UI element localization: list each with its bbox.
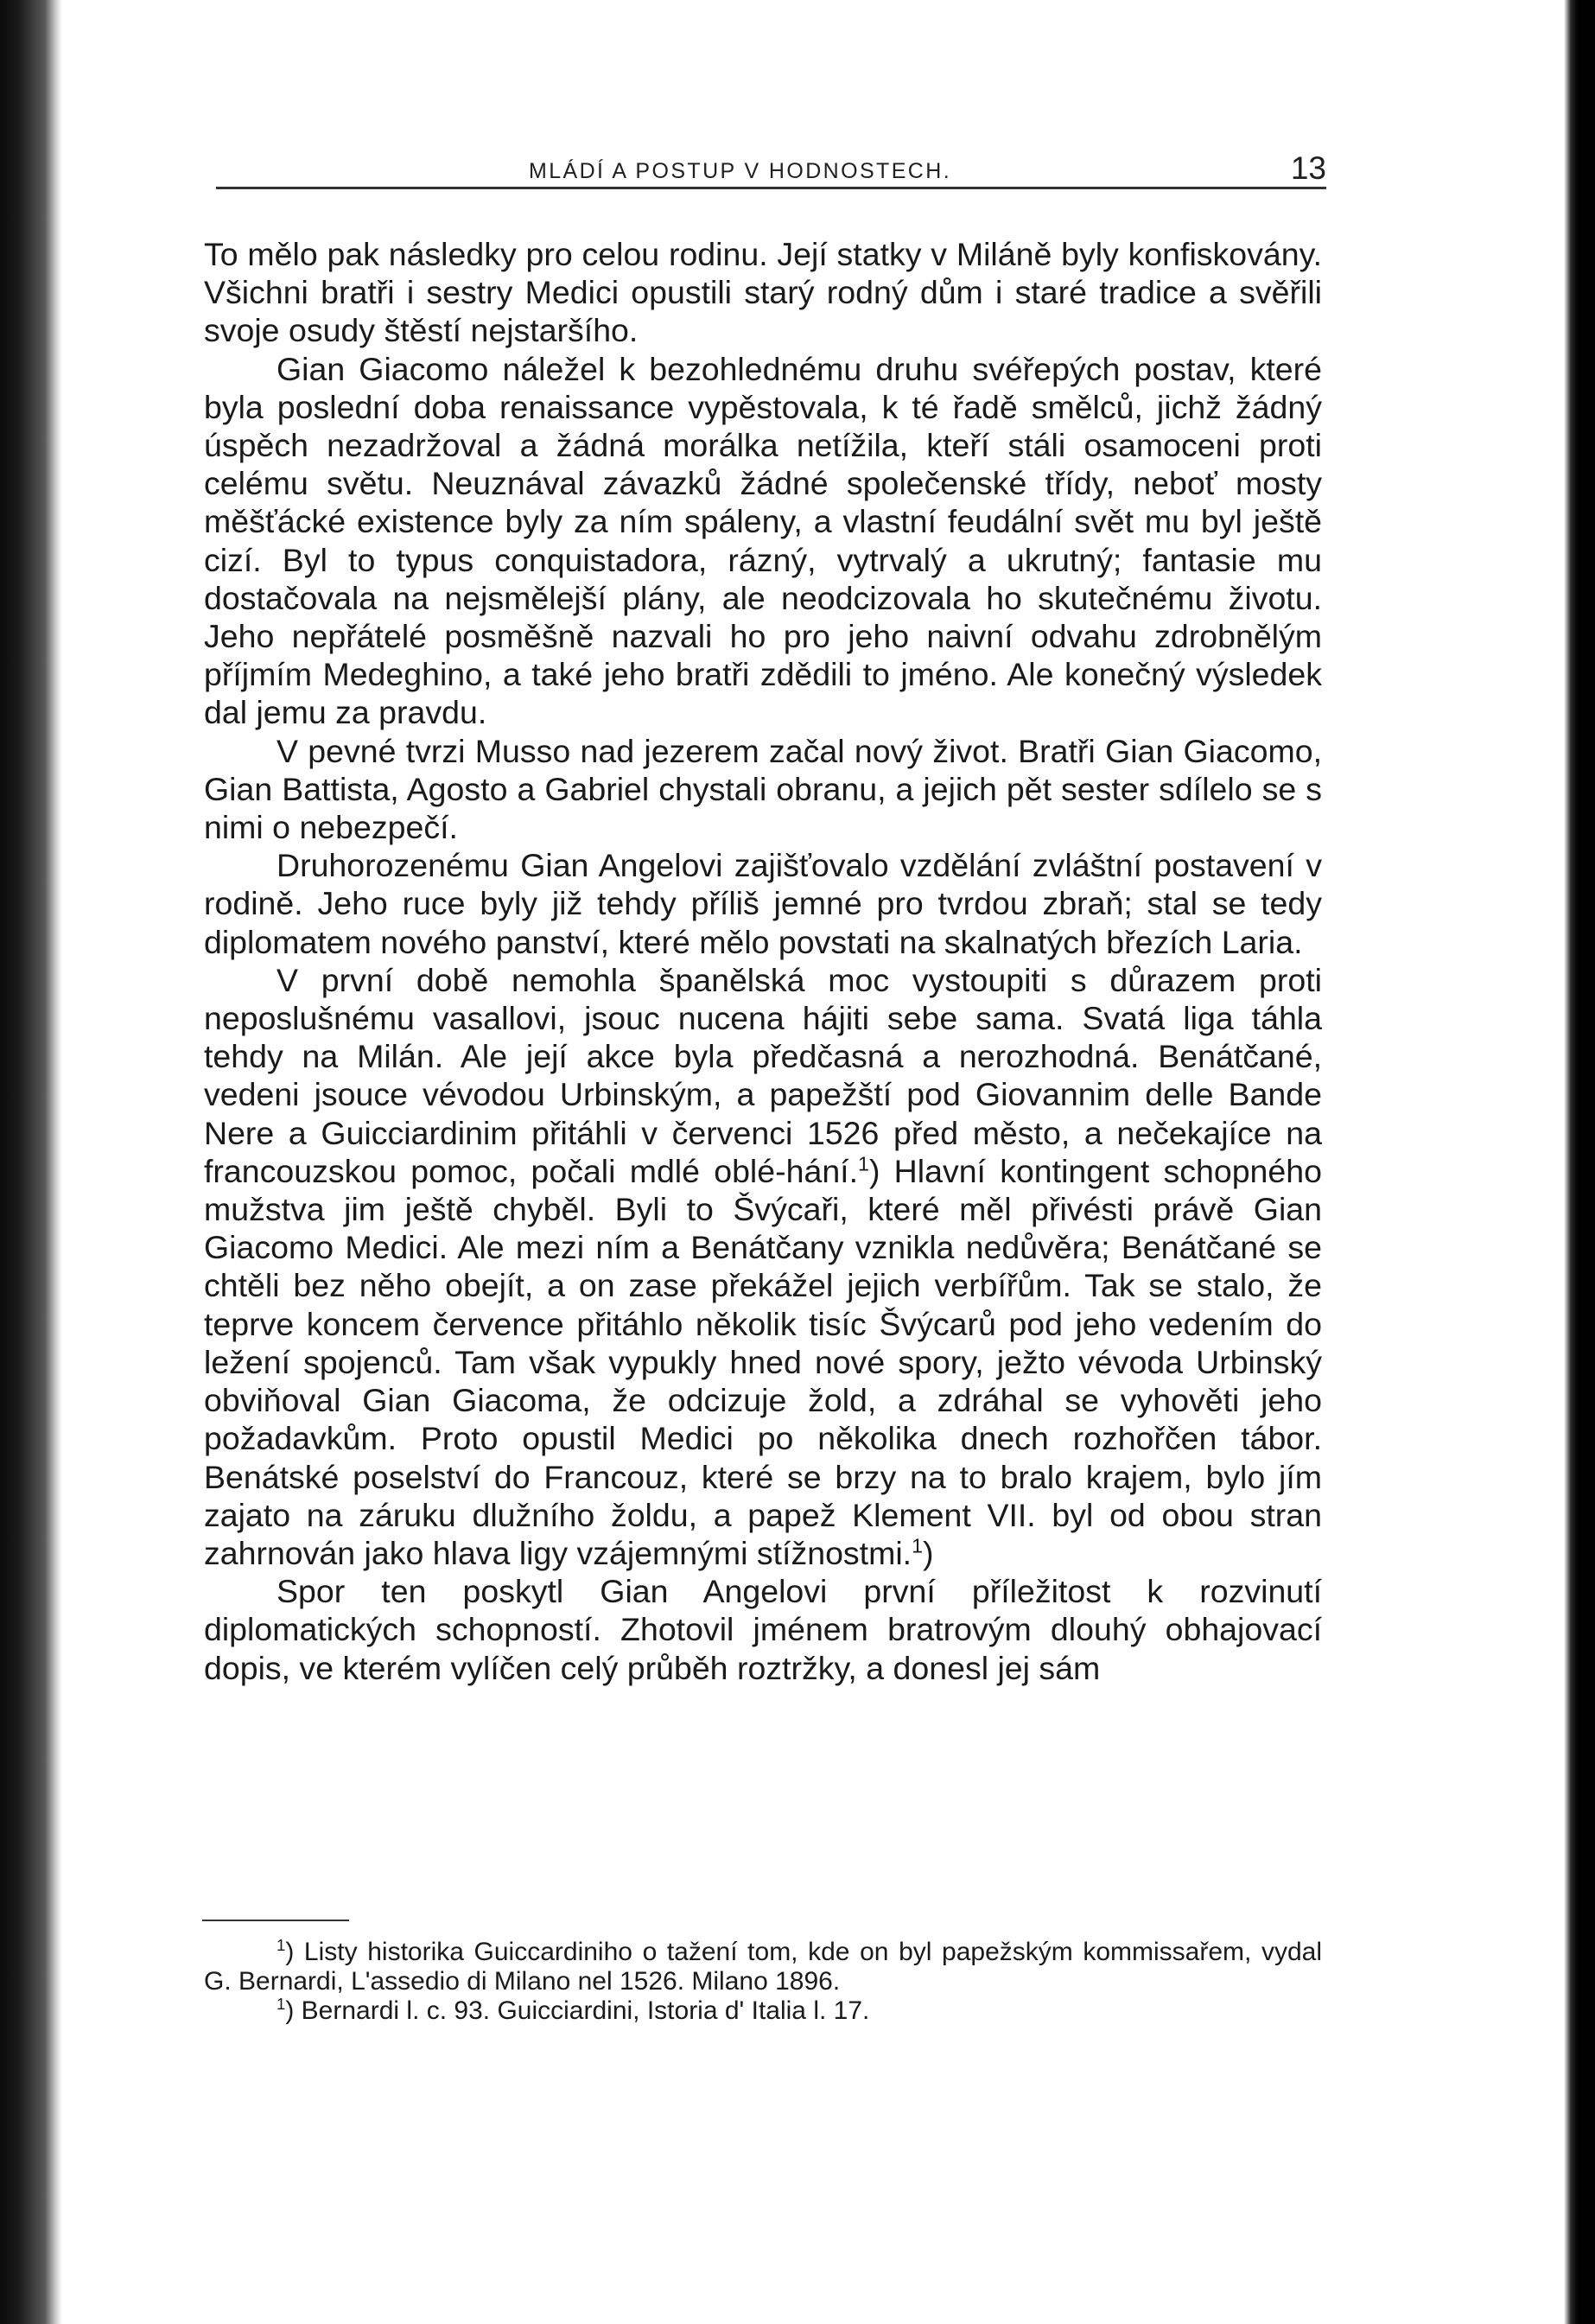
- footnote-ref-2: 1: [912, 1534, 924, 1557]
- footnote-1: [204, 1938, 1322, 1996]
- footnote-2-mark: 1: [276, 1995, 286, 2013]
- paragraph-4: Druhorozenému Gian Angelovi zajišťovalo vzdělání zvláštní postavení v rodině. Jeho ruce byly již tehdy příliš jemné pro tvrdou zbraň; stal se tedy diplomatem nového panství, které mělo povstati na skalnatých březích Laria.: [204, 847, 1322, 960]
- scan-left-edge: [0, 0, 62, 2324]
- paragraph-5: [204, 961, 1322, 1572]
- paragraph-3: V pevné tvrzi Musso nad jezerem začal nový život. Bratři Gian Giacomo, Gian Battista, Agosto a Gabriel chystali obranu, a jejich pět sester sdílelo se s nimi o nebezpečí.: [204, 732, 1322, 846]
- body-text: [204, 235, 1322, 1687]
- footnote-rule: [202, 1920, 349, 1921]
- footnotes: [204, 1938, 1322, 2026]
- paragraph-5-part-b: ) Hlavní kontingent schopného mužstva jim ještě chyběl. Byli to Švýcaři, které měl přivésti právě Gian Giacomo Medici. Ale mezi ním a Benátčany vznikla nedůvěra; Benátčané se chtěli bez něho obejít, a on zase překážel jejich verbířům. Tak se stalo, že teprve koncem července přitáhlo několik tisíc Švýcarů pod jeho vedením do ležení spojenců. Tam však vypukly hned nové spory, ježto vévoda Urbinský obviňoval Gian Giacoma, že odcizuje žold, a zdráhal se vyhověti jeho požadavkům. Proto opustil Medici po několika dnech rozhořčen tábor. Benátské poselství do Francouz, které se brzy na to bralo krajem, bylo jím zajato na záruku dlužního žoldu, a papež Klement VII. byl od obou stran zahrnován jako hlava ligy vzájemnými stížnostmi.: [204, 1152, 1322, 1571]
- page-number: 13: [1290, 150, 1326, 186]
- paragraph-2: Gian Giacomo náležel k bezohlednému druhu svéřepých postav, které byla poslední doba renaissance vypěstovala, k té řadě smělců, jichž žádný úspěch nezadržoval a žádná morálka netížila, kteří stáli osamoceni proti celému světu. Neuznával závazků žádné společenské třídy, neboť mosty měšťácké existence byly za ním spáleny, a vlastní feudální svět mu byl ještě cizí. Byl to typus conquistadora, rázný, vytrvalý a ukrutný; fantasie mu dostačovala na nejsmělejší plány, ale neodcizovala ho skutečnému životu. Jeho nepřátelé posměšně nazvali ho pro jeho naivní odvahu zdrobnělým příjmím Medeghino, a také jeho bratři zdědili to jméno. Ale konečný výsledek dal jemu za pravdu.: [204, 350, 1322, 731]
- paragraph-5-part-a: V první době nemohla španělská moc vystoupiti s důrazem proti neposlušnému vasallovi, jsouc nucena hájiti sebe sama. Svatá liga táhla tehdy na Milán. Ale její akce byla předčasná a nerozhodná. Benátčané, vedeni jsouce vévodou Urbinským, a papežští pod Giovannim delle Bande Nere a Guicciardinim přitáhli v červenci 1526 před město, a nečekajíce na francouzskou pomoc, počali mdlé oblé-hání.: [204, 961, 1322, 1189]
- running-title: MLÁDÍ A POSTUP V HODNOSTECH.: [529, 159, 952, 183]
- footnote-ref-1: 1: [858, 1152, 869, 1175]
- footnote-2: [204, 1996, 1322, 2026]
- footnote-1-text: ) Listy historika Guiccardiniho o tažení tom, kde on byl papežským kommissařem, vydal G. Bernardi, L'assedio di Milano nel 1526. Milano 1896.: [204, 1938, 1322, 1996]
- paragraph-1: To mělo pak následky pro celou rodinu. Její statky v Miláně byly konfiskovány. Všichni bratři i sestry Medici opustili starý rodný dům i staré tradice a svěřili svoje osudy štěstí nejstaršího.: [204, 236, 1322, 349]
- paragraph-5-part-c: ): [923, 1534, 934, 1571]
- header-rule: [216, 187, 1326, 189]
- paragraph-6: Spor ten poskytl Gian Angelovi první příležitost k rozvinutí diplomatických schopností. Zhotovil jménem bratrovým dlouhý obhajovací dopis, ve kterém vylíčen celý průběh roztržky, a donesl jej sám: [204, 1573, 1322, 1686]
- scan-right-edge: [1564, 0, 1595, 2324]
- footnote-1-mark: 1: [276, 1936, 286, 1954]
- footnote-2-text: ) Bernardi l. c. 93. Guicciardini, Istoria d' Italia l. 17.: [285, 1996, 870, 2025]
